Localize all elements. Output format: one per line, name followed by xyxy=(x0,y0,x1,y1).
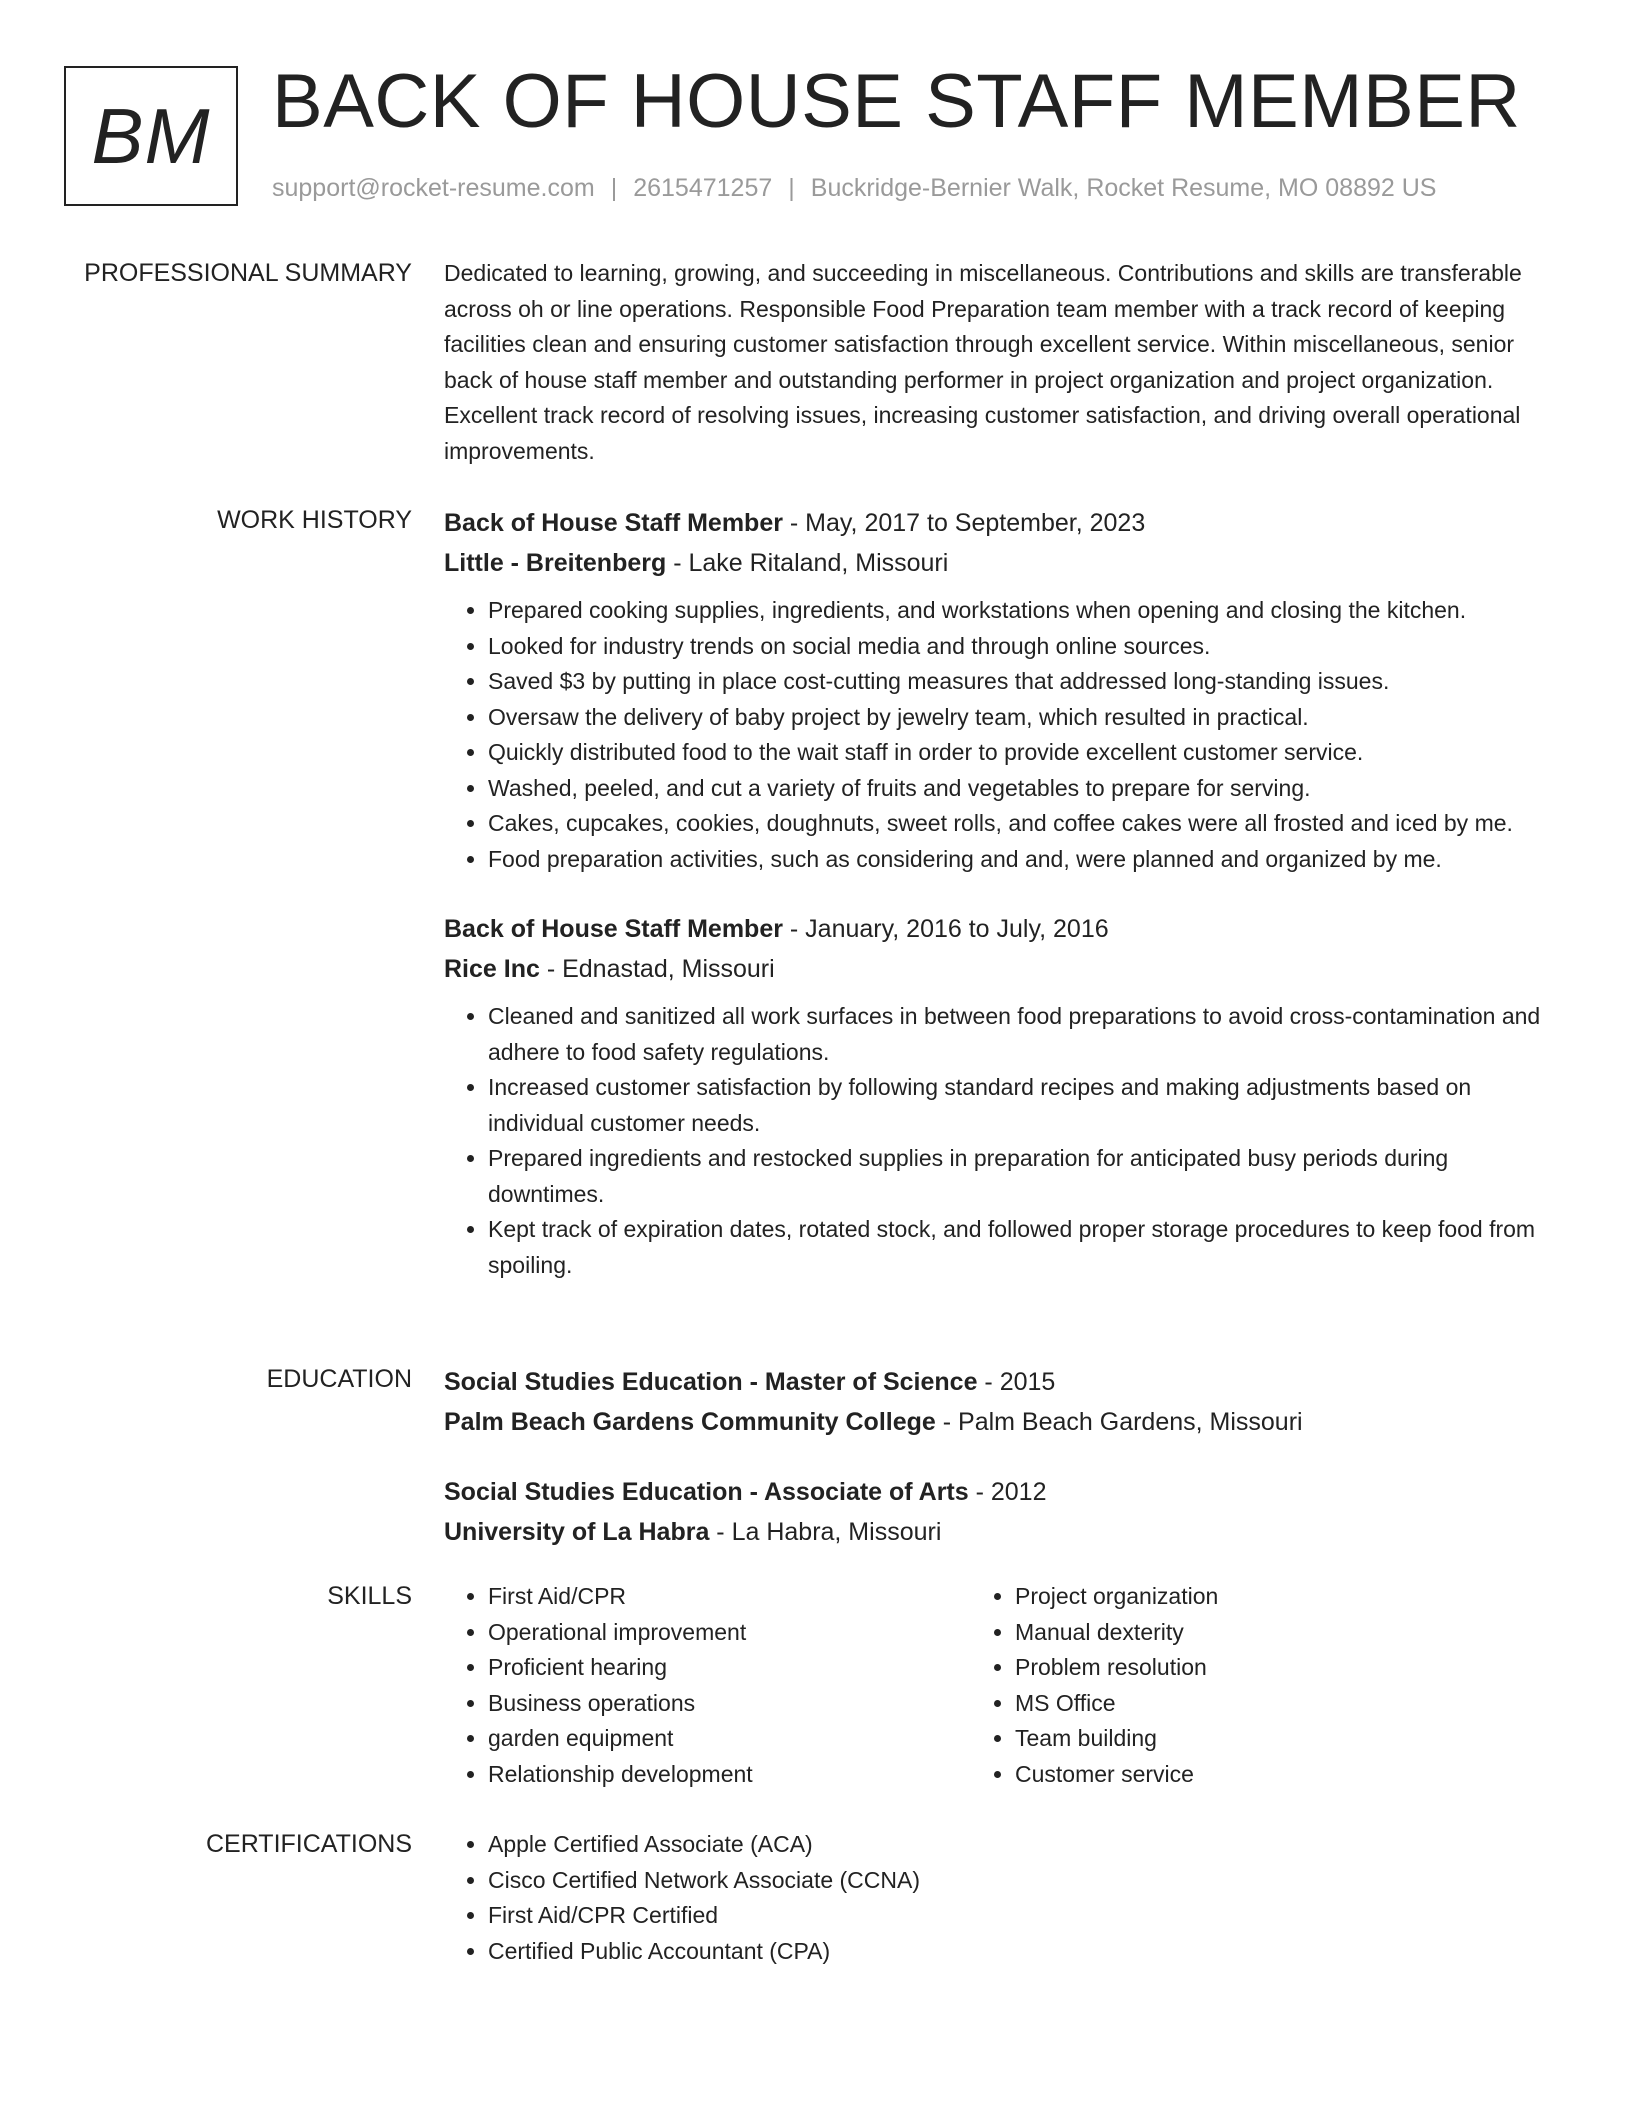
degree-year: - 2012 xyxy=(968,1478,1047,1506)
skill-item: • MS Office xyxy=(1015,1686,1556,1722)
job-bullet: • Looked for industry trends on social media and through online sources. xyxy=(488,629,1556,665)
work-history-heading: WORK HISTORY xyxy=(217,506,412,534)
job-bullet: • Cleaned and sanitized all work surfaces in between food preparations to avoid cross-contamination and adhere to food safety regulations. xyxy=(488,999,1556,1070)
skills-heading: SKILLS xyxy=(327,1582,412,1610)
summary-text: Dedicated to learning, growing, and succeeding in miscellaneous. Contributions and skills are transferable across oh or line operations. Responsible Food Preparation team member with a track record of keeping facilities clean and ensuring customer satisfaction through excellent service. Within miscellaneous, senior back of house staff member and outstanding performer in project organization and project organization. Excellent track record of resolving issues, increasing customer satisfaction, and driving overall operational improvements. xyxy=(444,260,1522,464)
job-bullet: • Kept track of expiration dates, rotated stock, and followed proper storage procedures to keep food from spoiling. xyxy=(488,1212,1556,1283)
education-entry xyxy=(444,1472,1556,1552)
skill-item: • Relationship development xyxy=(488,1757,971,1793)
degree-year: - 2015 xyxy=(977,1368,1056,1396)
school-name: Palm Beach Gardens Community College xyxy=(444,1408,936,1436)
job-bullet: • Increased customer satisfaction by following standard recipes and making adjustments based on individual customer needs. xyxy=(488,1070,1556,1141)
job-company-line xyxy=(444,543,1556,583)
degree-line xyxy=(444,1362,1556,1402)
skill-item: • garden equipment xyxy=(488,1721,971,1757)
skill-item: • Operational improvement xyxy=(488,1615,971,1651)
certification-item: • Apple Certified Associate (ACA) xyxy=(488,1827,1556,1863)
education-heading: EDUCATION xyxy=(266,1365,412,1393)
summary-heading: PROFESSIONAL SUMMARY xyxy=(84,259,412,287)
school-line xyxy=(444,1512,1556,1552)
skill-item: • Business operations xyxy=(488,1686,971,1722)
skills-list-right xyxy=(971,1579,1556,1792)
monogram-badge xyxy=(64,66,238,206)
job-title-line xyxy=(444,909,1556,949)
job-title: Back of House Staff Member xyxy=(444,509,783,537)
resume-title: BACK OF HOUSE STAFF MEMBER xyxy=(272,59,1521,144)
certification-item: • Cisco Certified Network Associate (CCNA) xyxy=(488,1863,1556,1899)
job-title-line xyxy=(444,503,1556,543)
job-dates: - January, 2016 to July, 2016 xyxy=(782,915,1109,943)
certification-item: • First Aid/CPR Certified xyxy=(488,1898,1556,1934)
skill-item: • Project organization xyxy=(1015,1579,1556,1615)
skill-item: • Customer service xyxy=(1015,1757,1556,1793)
school-location: - Palm Beach Gardens, Missouri xyxy=(935,1408,1303,1436)
contact-line xyxy=(272,174,1436,203)
skill-item: • Problem resolution xyxy=(1015,1650,1556,1686)
contact-phone: 2615471257 xyxy=(633,174,773,202)
job-bullet: • Quickly distributed food to the wait staff in order to provide excellent customer service. xyxy=(488,735,1556,771)
job-bullets xyxy=(444,593,1556,877)
skill-item: • Manual dexterity xyxy=(1015,1615,1556,1651)
job-bullet: • Cakes, cupcakes, cookies, doughnuts, sweet rolls, and coffee cakes were all frosted and iced by me. xyxy=(488,806,1556,842)
skills-list-left xyxy=(444,1579,971,1792)
school-location: - La Habra, Missouri xyxy=(709,1518,942,1546)
job-company-line xyxy=(444,949,1556,989)
job-bullet: • Oversaw the delivery of baby project by jewelry team, which resulted in practical. xyxy=(488,700,1556,736)
job-company: Rice Inc xyxy=(444,955,540,983)
certification-item: • Certified Public Accountant (CPA) xyxy=(488,1934,1556,1970)
skill-item: • Team building xyxy=(1015,1721,1556,1757)
skill-item: • Proficient hearing xyxy=(488,1650,971,1686)
job-bullet: • Prepared cooking supplies, ingredients, and workstations when opening and closing the kitchen. xyxy=(488,593,1556,629)
job-title: Back of House Staff Member xyxy=(444,915,783,943)
job-entry xyxy=(444,503,1556,877)
degree-title: Social Studies Education - Master of Science xyxy=(444,1368,978,1396)
monogram-initials: BM xyxy=(91,91,211,180)
contact-address: Buckridge-Bernier Walk, Rocket Resume, MO 08892 US xyxy=(810,174,1437,202)
certifications-heading: CERTIFICATIONS xyxy=(205,1830,412,1858)
job-location: - Lake Ritaland, Missouri xyxy=(666,549,949,577)
school-name: University of La Habra xyxy=(444,1518,710,1546)
degree-title: Social Studies Education - Associate of Arts xyxy=(444,1478,969,1506)
job-location: - Ednastad, Missouri xyxy=(539,955,775,983)
skill-item: • First Aid/CPR xyxy=(488,1579,971,1615)
job-bullets xyxy=(444,999,1556,1283)
job-bullet: • Washed, peeled, and cut a variety of fruits and vegetables to prepare for serving. xyxy=(488,771,1556,807)
certifications-list xyxy=(444,1827,1556,1969)
contact-separator: | xyxy=(610,174,618,202)
school-line xyxy=(444,1402,1556,1442)
job-entry xyxy=(444,909,1556,1283)
contact-separator: | xyxy=(788,174,795,202)
job-dates: - May, 2017 to September, 2023 xyxy=(782,509,1146,537)
job-bullet: • Saved $3 by putting in place cost-cutting measures that addressed long-standing issues. xyxy=(488,664,1556,700)
job-bullet: • Food preparation activities, such as considering and and, were planned and organized by me. xyxy=(488,842,1556,878)
job-bullet: • Prepared ingredients and restocked supplies in preparation for anticipated busy periods during downtimes. xyxy=(488,1141,1556,1212)
job-company: Little - Breitenberg xyxy=(444,549,667,577)
skills-columns xyxy=(444,1579,1556,1792)
degree-line xyxy=(444,1472,1556,1512)
education-entry xyxy=(444,1362,1556,1442)
contact-email: support@rocket-resume.com xyxy=(272,174,595,202)
